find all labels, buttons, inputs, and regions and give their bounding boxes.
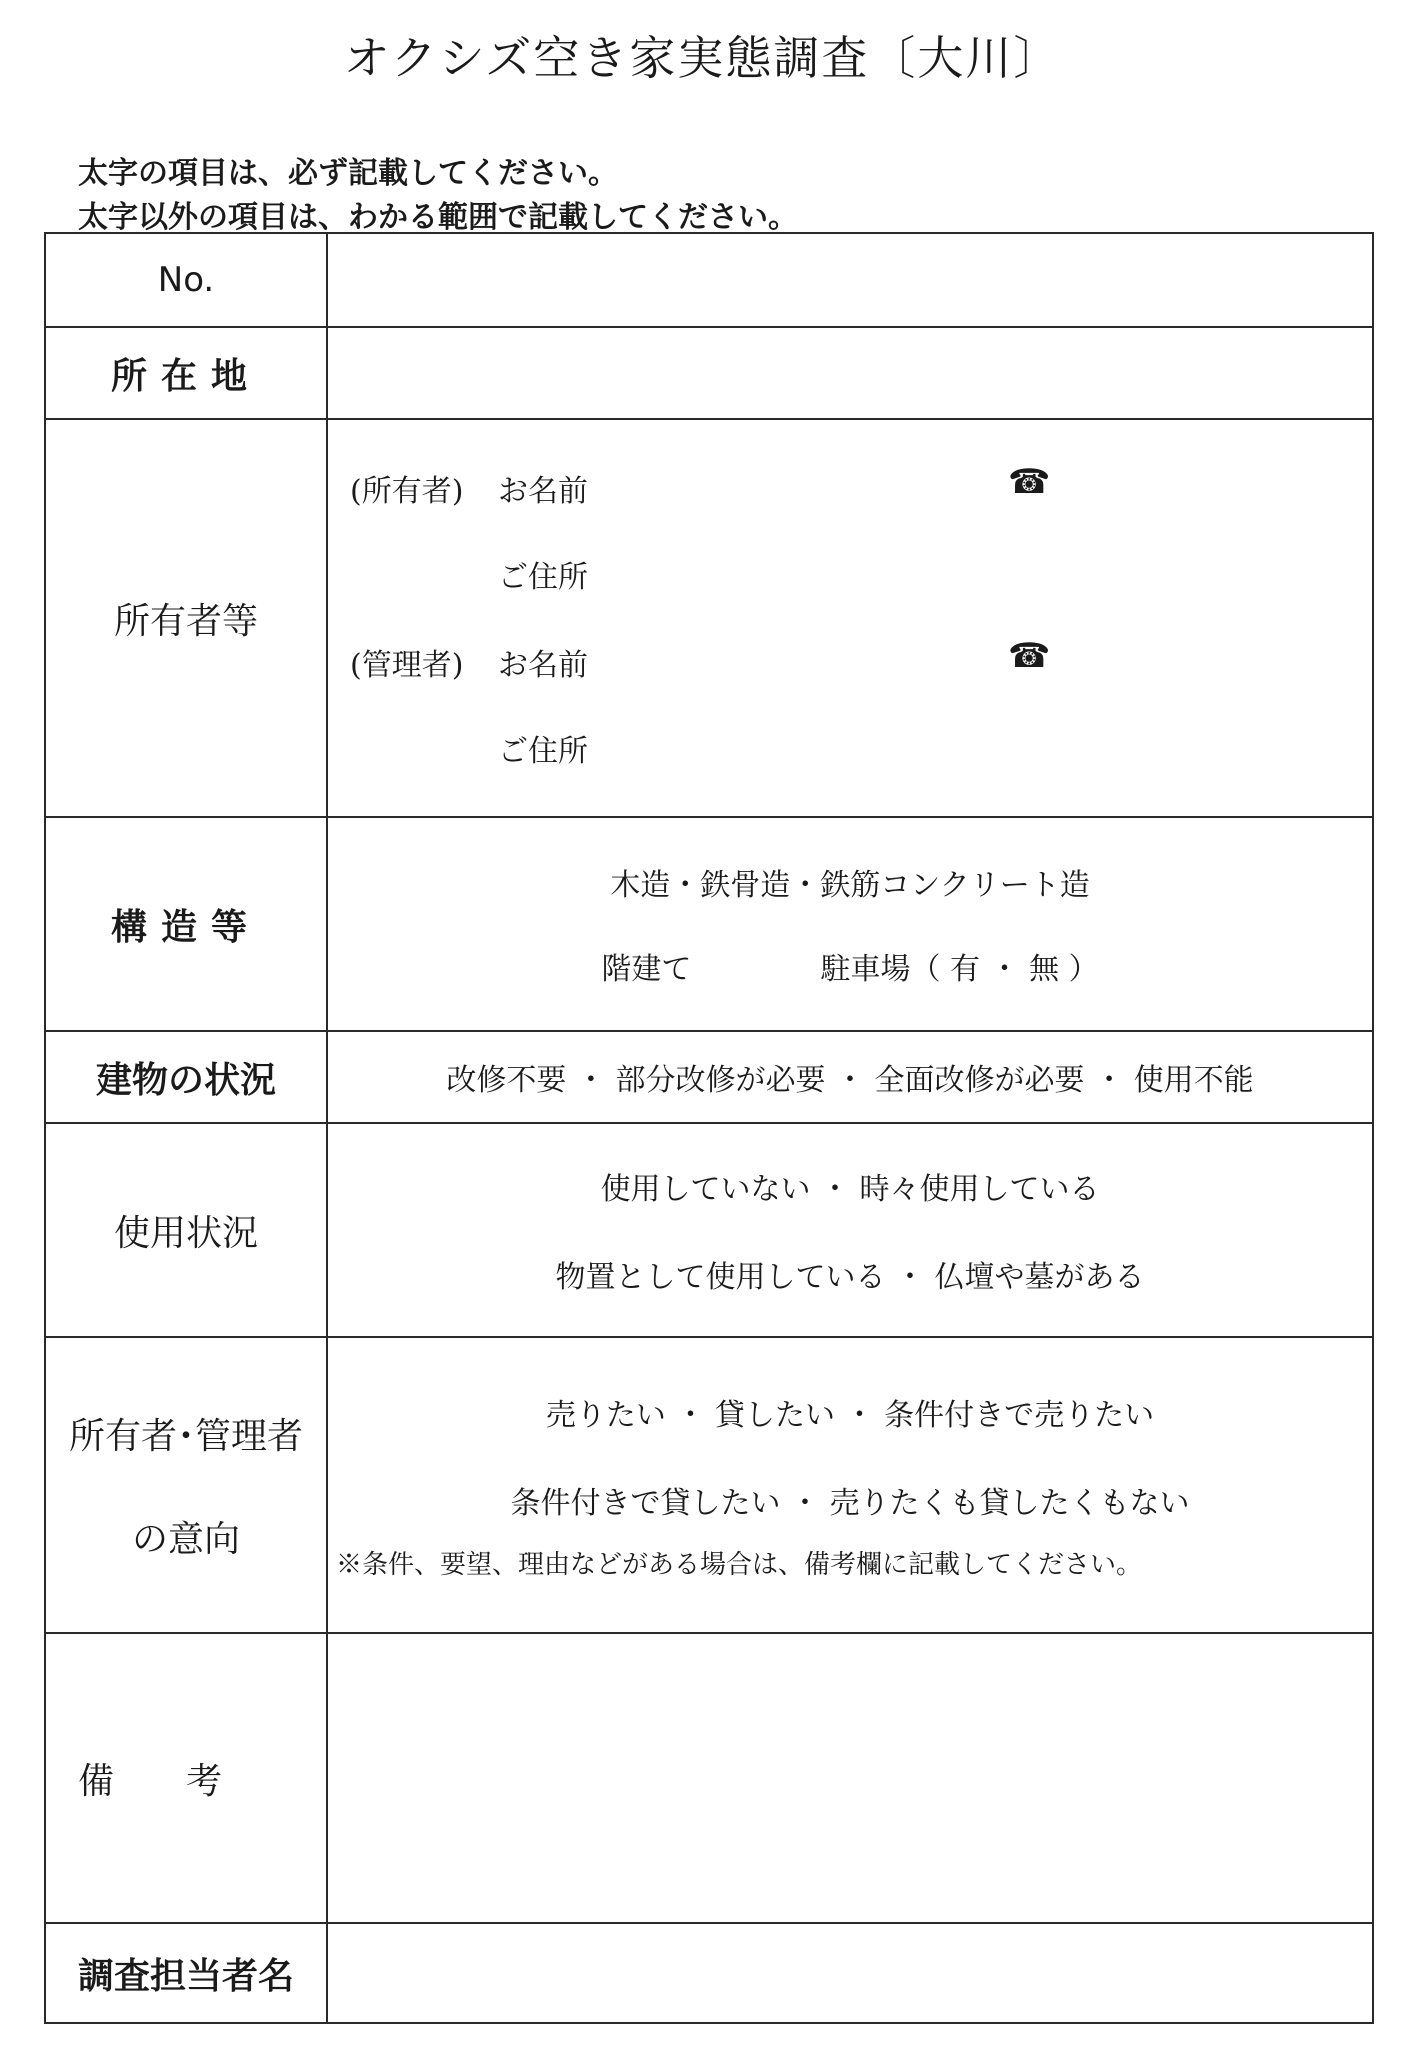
label-intention bbox=[45, 1337, 327, 1633]
condition-options[interactable]: 改修不要 ・ 部分改修が必要 ・ 全面改修が必要 ・ 使用不能 bbox=[327, 1031, 1373, 1123]
usage-cell bbox=[327, 1123, 1373, 1337]
label-condition: 建物の状況 bbox=[45, 1031, 327, 1123]
label-remarks: 備考 bbox=[45, 1633, 327, 1923]
label-intention-line2: の意向 bbox=[131, 1519, 240, 1560]
input-remarks[interactable] bbox=[327, 1633, 1373, 1923]
label-structure: 構造等 bbox=[45, 817, 327, 1031]
manager-name-label: お名前 bbox=[498, 648, 588, 683]
usage-line1[interactable]: 使用していない ・ 時々使用している bbox=[600, 1172, 1100, 1207]
row-owner bbox=[45, 419, 1373, 817]
manager-address-label: ご住所 bbox=[498, 734, 588, 769]
row-structure bbox=[45, 817, 1373, 1031]
owner-name-label: お名前 bbox=[498, 474, 588, 509]
owner-tag: (所有者) bbox=[350, 474, 464, 509]
stories-label: 階建て bbox=[601, 952, 692, 987]
structure-cell bbox=[327, 817, 1373, 1031]
intention-note: ※条件、要望、理由などがある場合は、備考欄に記載してください。 bbox=[336, 1549, 1143, 1580]
phone-icon: ☎ bbox=[1008, 462, 1051, 502]
row-no bbox=[45, 233, 1373, 327]
phone-icon: ☎ bbox=[1008, 636, 1051, 676]
survey-form bbox=[44, 232, 1374, 2024]
label-surveyor: 調査担当者名 bbox=[45, 1923, 327, 2023]
row-intention bbox=[45, 1337, 1373, 1633]
usage-line2[interactable]: 物置として使用している ・ 仏壇や墓がある bbox=[555, 1260, 1145, 1295]
manager-tag: (管理者) bbox=[350, 648, 464, 683]
parking-options[interactable]: 駐車場（ 有 ・ 無 ） bbox=[820, 952, 1099, 987]
label-intention-line1: 所有者･管理者 bbox=[68, 1416, 303, 1457]
instruction-required: 太字の項目は、必ず記載してください。 bbox=[78, 156, 618, 191]
label-location: 所在地 bbox=[45, 327, 327, 419]
owner-cell bbox=[327, 419, 1373, 817]
input-location[interactable] bbox=[327, 327, 1373, 419]
row-location bbox=[45, 327, 1373, 419]
structure-stories-parking bbox=[328, 944, 1372, 988]
structure-types[interactable]: 木造・鉄骨造・鉄筋コンクリート造 bbox=[610, 868, 1090, 903]
row-usage bbox=[45, 1123, 1373, 1337]
intention-line2[interactable]: 条件付きで貸したい ・ 売りたくも貸したくもない bbox=[510, 1485, 1190, 1521]
input-surveyor[interactable] bbox=[327, 1923, 1373, 2023]
row-remarks bbox=[45, 1633, 1373, 1923]
label-usage: 使用状況 bbox=[45, 1123, 327, 1337]
intention-cell bbox=[327, 1337, 1373, 1633]
page-title: オクシズ空き家実態調査〔大川〕 bbox=[343, 31, 1062, 85]
owner-address-label: ご住所 bbox=[498, 560, 588, 595]
row-surveyor bbox=[45, 1923, 1373, 2023]
label-no: No. bbox=[45, 233, 327, 327]
row-condition bbox=[45, 1031, 1373, 1123]
intention-line1[interactable]: 売りたい ・ 貸したい ・ 条件付きで売りたい bbox=[545, 1397, 1155, 1433]
label-owner: 所有者等 bbox=[45, 419, 327, 817]
instruction-optional: 太字以外の項目は、わかる範囲で記載してください。 bbox=[78, 200, 798, 235]
input-no[interactable] bbox=[327, 233, 1373, 327]
